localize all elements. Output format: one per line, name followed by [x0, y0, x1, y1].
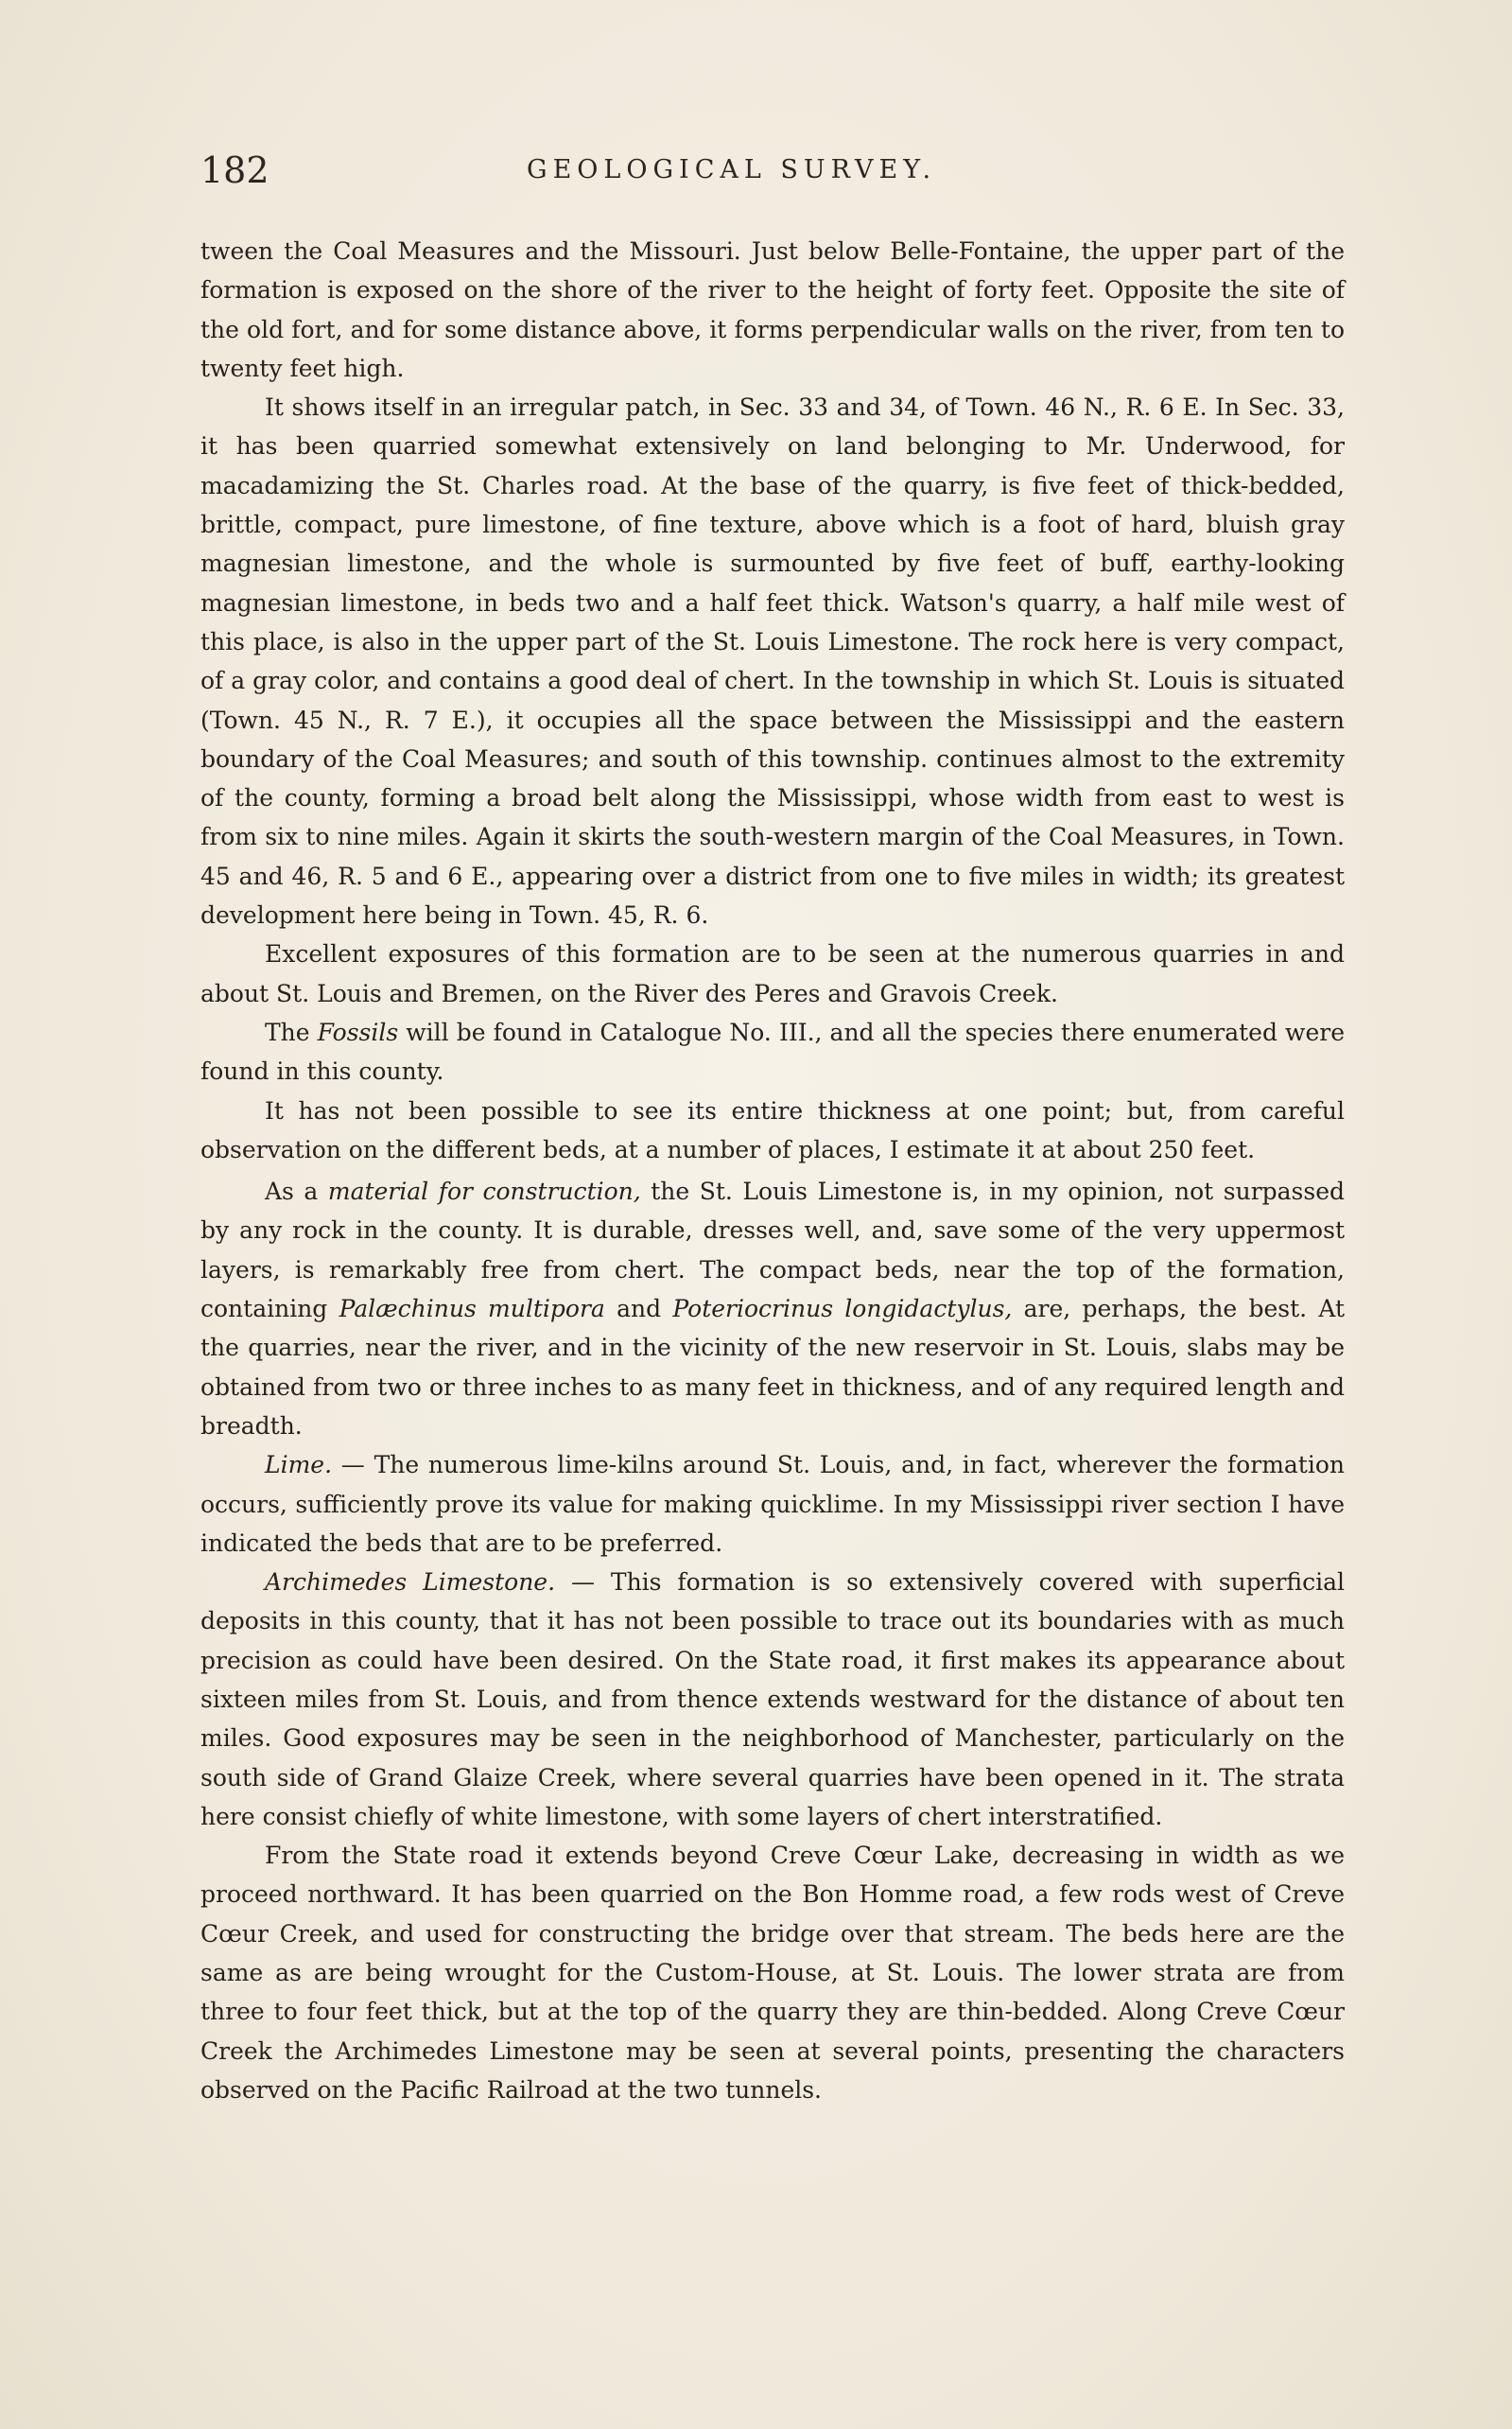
- body-text: [200, 232, 1345, 2109]
- paragraph-excellent-exposures: Excellent exposures of this formation are to be seen at the numerous quarries in and about St. Louis and Bremen, on the River des Peres and Gravois Creek.: [200, 940, 1345, 1007]
- fossils-post: will be found in Catalogue No. III., and all the species there enumerated were found in this county.: [200, 1018, 1345, 1086]
- construction-post: are, perhaps, the best. At the quarries, near the river, and in the vicinity of the new reservoir in St. Louis, slabs may be obtained from two or three inches to as many feet in thickness, and of any required length and breadth.: [200, 1295, 1346, 1440]
- fossils-italic: Fossils: [317, 1018, 399, 1046]
- construction-mid: the St. Louis Limestone is, in my opinion, not surpassed by any rock in the county. It is durable, dresses well, and, save some of the very uppermost layers, is remarkably free from chert. The compact beds, near the top of the formation, containing: [200, 1178, 1346, 1323]
- lime-text: — The numerous lime-kilns around St. Louis, and, in fact, wherever the formation occurs, sufficiently prove its value for making quicklime. In my Mississippi river section I have indicated the beds that are to be preferred.: [200, 1451, 1345, 1557]
- archimedes-heading: Archimedes Limestone.: [265, 1568, 556, 1597]
- paragraph-continuation: tween the Coal Measures and the Missouri. Just below Belle-Fontaine, the upper part of the formation is exposed on the shore of the river to the height of forty feet. Opposite the site of the old fort, and for some distance above, it forms perpendicular walls on the river, from ten to twenty feet high.: [200, 237, 1345, 382]
- paragraph-fossils: [200, 1013, 1345, 1092]
- lime-heading: Lime.: [265, 1451, 333, 1479]
- species-poteriocrinus: Poteriocrinus longidactylus,: [672, 1295, 1013, 1323]
- paragraph-thickness: It has not been possible to see its entire thickness at one point; but, from careful observation on the different beds, at a number of places, I estimate it at about 250 feet.: [200, 1096, 1345, 1163]
- page-number: 182: [200, 149, 269, 191]
- page-header: [200, 142, 1345, 199]
- species-palaechinus: Palæchinus multipora: [339, 1295, 605, 1323]
- paragraph-state-road: From the State road it extends beyond Creve Cœur Lake, decreasing in width as we proceed northward. It has been quarried on the Bon Homme road, a few rods west of Creve Cœur Creek, and used for constructing the bridge over that stream. The beds here are the same as are being wrought for the Custom-House, at St. Louis. The lower strata are from three to four feet thick, but at the top of the quarry they are thin-bedded. Along Creve Cœur Creek the Archimedes Limestone may be seen at several points, presenting the characters observed on the Pacific Railroad at the two tunnels.: [200, 1842, 1345, 2104]
- construction-italic: material for construction,: [327, 1178, 641, 1206]
- archimedes-text: — This formation is so extensively covered with superficial deposits in this county, that it has not been possible to trace out its boundaries with as much precision as could have been desired. On the State road, it first makes its appearance about sixteen miles from St. Louis, and from thence extends westward for the distance of about ten miles. Good exposures may be seen in the neighborhood of Manchester, particularly on the south side of Grand Glaize Creek, where several quarries have been opened in it. The strata here consist chiefly of white limestone, with some layers of chert interstratified.: [200, 1568, 1345, 1830]
- paragraph-exposures-location: It shows itself in an irregular patch, in Sec. 33 and 34, of Town. 46 N., R. 6 E. In Sec. 33, it has been quarried somewhat extensively on land belonging to Mr. Underwood, for macadamizing the St. Charles road. At the base of the quarry, is five feet of thick-bedded, brittle, compact, pure limestone, of fine texture, above which is a foot of hard, bluish gray magnesian limestone, and the whole is surmounted by five feet of buff, earthy-looking magnesian limestone, in beds two and a half feet thick. Watson's quarry, a half mile west of this place, is also in the upper part of the St. Louis Limestone. The rock here is very compact, of a gray color, and contains a good deal of chert. In the township in which St. Louis is situated (Town. 45 N., R. 7 E.), it occupies all the space between the Mississippi and the eastern boundary of the Coal Measures; and south of this township. continues almost to the extremity of the county, forming a broad belt along the Mississippi, whose width from east to west is from six to nine miles. Again it skirts the south-western margin of the Coal Measures, in Town. 45 and 46, R. 5 and 6 E., appearing over a district from one to five miles in width; its greatest development here being in Town. 45, R. 6.: [200, 393, 1345, 930]
- paragraph-archimedes-limestone: [200, 1563, 1345, 1836]
- paragraph-material-for-construction: [200, 1172, 1345, 1445]
- paragraph-lime: [200, 1445, 1345, 1563]
- construction-mid2: and: [604, 1295, 673, 1323]
- fossils-pre: The: [265, 1018, 318, 1046]
- construction-pre: As a: [265, 1178, 328, 1206]
- running-title: GEOLOGICAL SURVEY.: [527, 155, 937, 184]
